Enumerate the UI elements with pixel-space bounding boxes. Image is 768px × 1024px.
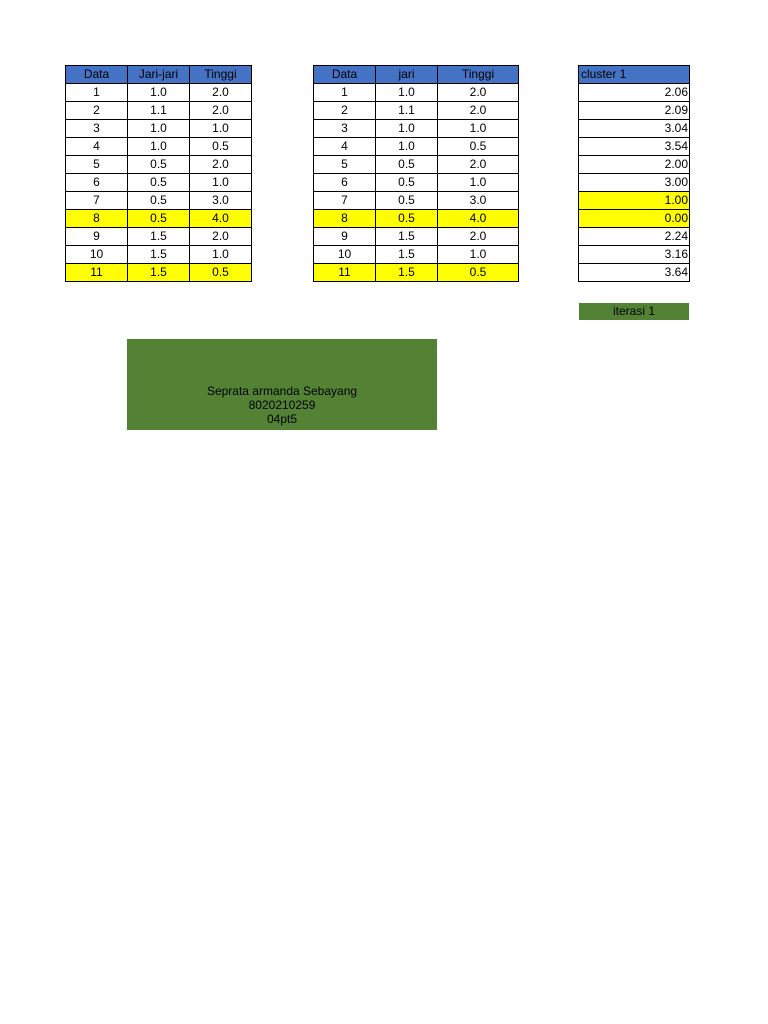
table-row <box>314 138 519 156</box>
cell[interactable]: 3.04 <box>579 120 690 138</box>
table-row <box>314 192 519 210</box>
cluster-distance-table <box>578 65 690 282</box>
cell[interactable]: 7 <box>66 192 128 210</box>
author-name: Seprata armanda Sebayang <box>206 384 358 398</box>
cell[interactable]: 1.0 <box>190 120 252 138</box>
cell[interactable]: 2.06 <box>579 84 690 102</box>
table-row <box>579 246 690 264</box>
cell[interactable]: 1.1 <box>376 102 438 120</box>
cell[interactable]: 1.0 <box>190 246 252 264</box>
cell[interactable]: 5 <box>314 156 376 174</box>
cell[interactable]: 1.0 <box>376 120 438 138</box>
header-cluster-1[interactable]: cluster 1 <box>579 66 690 84</box>
cell[interactable]: 0.5 <box>128 174 190 192</box>
data-table-jari <box>313 65 519 282</box>
author-class: 04pt5 <box>266 412 298 426</box>
table-row <box>579 120 690 138</box>
author-id: 8020210259 <box>248 398 316 412</box>
cell[interactable]: 1.0 <box>128 120 190 138</box>
cell[interactable]: 2.0 <box>438 84 519 102</box>
cell[interactable]: 3 <box>66 120 128 138</box>
cell[interactable]: 1.00 <box>579 192 690 210</box>
cell[interactable]: 3.0 <box>190 192 252 210</box>
table-row <box>66 84 252 102</box>
cell[interactable]: 3.00 <box>579 174 690 192</box>
table-row <box>66 102 252 120</box>
cell[interactable]: 0.5 <box>438 264 519 282</box>
table-row-highlighted <box>579 192 690 210</box>
cell[interactable]: 0.5 <box>190 264 252 282</box>
table-row <box>579 156 690 174</box>
author-lines <box>127 384 437 426</box>
table-row <box>314 84 519 102</box>
cell[interactable]: 2.0 <box>438 156 519 174</box>
cell[interactable]: 7 <box>314 192 376 210</box>
cell[interactable]: 10 <box>66 246 128 264</box>
cell[interactable]: 3.64 <box>579 264 690 282</box>
cell[interactable]: 9 <box>66 228 128 246</box>
cell[interactable]: 0.5 <box>128 192 190 210</box>
cell[interactable]: 1.1 <box>128 102 190 120</box>
cell[interactable]: 2 <box>66 102 128 120</box>
cell[interactable]: 3.54 <box>579 138 690 156</box>
cell[interactable]: 4 <box>314 138 376 156</box>
cell[interactable]: 4.0 <box>190 210 252 228</box>
table-row <box>314 120 519 138</box>
cell[interactable]: 0.5 <box>376 156 438 174</box>
cell[interactable]: 1.5 <box>376 246 438 264</box>
table-row <box>314 228 519 246</box>
table-row-highlighted <box>66 264 252 282</box>
cell[interactable]: 0.5 <box>128 156 190 174</box>
table-row <box>314 174 519 192</box>
table-row <box>66 192 252 210</box>
table-row <box>314 246 519 264</box>
cell[interactable]: 8 <box>66 210 128 228</box>
cell[interactable]: 1 <box>66 84 128 102</box>
table-row <box>579 138 690 156</box>
header-tinggi[interactable]: Tinggi <box>438 66 519 84</box>
table-row <box>66 246 252 264</box>
table-row-highlighted <box>314 210 519 228</box>
data-table-jari-tinggi <box>65 65 252 282</box>
cell[interactable]: 1.0 <box>438 246 519 264</box>
cell[interactable]: 2.0 <box>190 102 252 120</box>
table-row <box>66 156 252 174</box>
table-row-highlighted <box>66 210 252 228</box>
cell[interactable]: 3.0 <box>438 192 519 210</box>
cell[interactable]: 6 <box>314 174 376 192</box>
cell[interactable]: 1.5 <box>128 228 190 246</box>
cell[interactable]: 1.5 <box>376 264 438 282</box>
cell[interactable]: 0.5 <box>376 174 438 192</box>
cell[interactable]: 2.00 <box>579 156 690 174</box>
cell[interactable]: 4.0 <box>438 210 519 228</box>
cell[interactable]: 6 <box>66 174 128 192</box>
table-row <box>579 102 690 120</box>
cell[interactable]: 2 <box>314 102 376 120</box>
cell[interactable]: 5 <box>66 156 128 174</box>
cell[interactable]: 10 <box>314 246 376 264</box>
cell[interactable]: 1.0 <box>438 120 519 138</box>
table-header-row <box>66 66 252 84</box>
cell[interactable]: 0.5 <box>128 210 190 228</box>
author-info-box[interactable] <box>127 339 437 430</box>
cell[interactable]: 1.0 <box>128 138 190 156</box>
cell[interactable]: 9 <box>314 228 376 246</box>
cell[interactable]: 1.5 <box>128 246 190 264</box>
table-row <box>579 84 690 102</box>
cell[interactable]: 2.0 <box>190 156 252 174</box>
cell[interactable]: 0.00 <box>579 210 690 228</box>
cell[interactable]: 1.0 <box>376 138 438 156</box>
cell[interactable]: 2.0 <box>438 228 519 246</box>
cell[interactable]: 1.0 <box>376 84 438 102</box>
iteration-label[interactable]: iterasi 1 <box>579 303 689 320</box>
cell[interactable]: 1.0 <box>438 174 519 192</box>
table-row-highlighted <box>579 210 690 228</box>
cell[interactable]: 0.5 <box>190 138 252 156</box>
header-tinggi[interactable]: Tinggi <box>190 66 252 84</box>
cell[interactable]: 4 <box>66 138 128 156</box>
table-header-row <box>314 66 519 84</box>
table-row <box>579 264 690 282</box>
table-row <box>579 228 690 246</box>
cell[interactable]: 2.09 <box>579 102 690 120</box>
cell[interactable]: 2.24 <box>579 228 690 246</box>
table-row <box>579 174 690 192</box>
table-row <box>314 156 519 174</box>
cell[interactable]: 8 <box>314 210 376 228</box>
header-jari-jari[interactable]: Jari-jari <box>128 66 190 84</box>
table-row <box>66 174 252 192</box>
cell[interactable]: 2.0 <box>190 84 252 102</box>
header-data[interactable]: Data <box>314 66 376 84</box>
cell[interactable]: 11 <box>66 264 128 282</box>
cell[interactable]: 0.5 <box>438 138 519 156</box>
cell[interactable]: 1.0 <box>128 84 190 102</box>
cell[interactable]: 3 <box>314 120 376 138</box>
table-row <box>66 228 252 246</box>
cell[interactable]: 1.5 <box>128 264 190 282</box>
cell[interactable]: 1.5 <box>376 228 438 246</box>
table-row-highlighted <box>314 264 519 282</box>
header-data[interactable]: Data <box>66 66 128 84</box>
cell[interactable]: 0.5 <box>376 210 438 228</box>
table-row <box>66 138 252 156</box>
table-row <box>66 120 252 138</box>
cell[interactable]: 1.0 <box>190 174 252 192</box>
header-jari[interactable]: jari <box>376 66 438 84</box>
table-header-row <box>579 66 690 84</box>
cell[interactable]: 1 <box>314 84 376 102</box>
cell[interactable]: 11 <box>314 264 376 282</box>
table-row <box>314 102 519 120</box>
cell[interactable]: 2.0 <box>190 228 252 246</box>
cell[interactable]: 3.16 <box>579 246 690 264</box>
cell[interactable]: 0.5 <box>376 192 438 210</box>
cell[interactable]: 2.0 <box>438 102 519 120</box>
